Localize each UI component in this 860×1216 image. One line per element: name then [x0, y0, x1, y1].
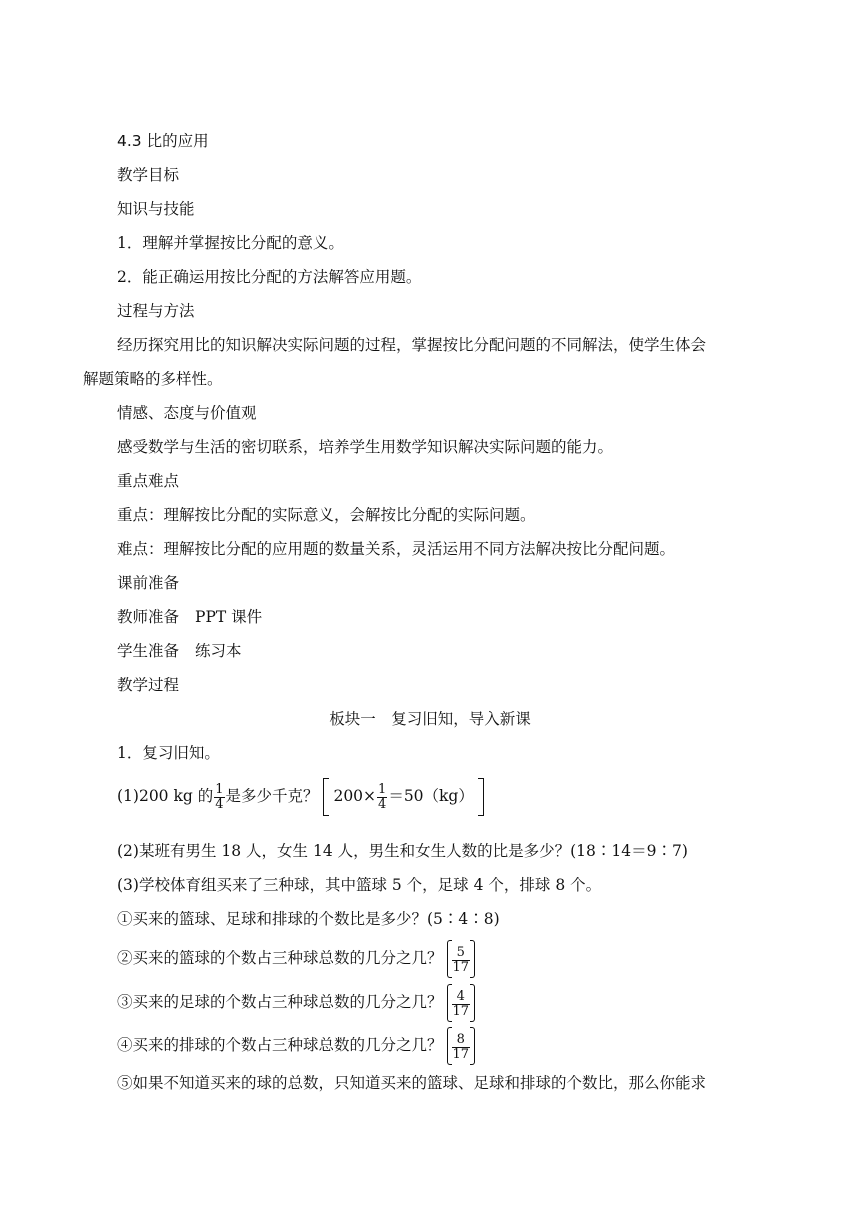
sub-question-2 [117, 941, 475, 976]
question-1-answer [323, 782, 483, 812]
sub-question-4-answer [447, 1029, 476, 1063]
student-prep [117, 641, 242, 661]
lesson-title: 4.3 比的应用 [117, 132, 209, 150]
question-3: (3)学校体育组买来了三种球，其中篮球 5 个，足球 4 个，排球 8 个。 [117, 876, 602, 894]
key-point-label: 重点： [117, 506, 164, 524]
section-title: 板块一 复习旧知，导入新课 [329, 710, 531, 728]
question-1-prefix: (1)200 kg 的 [117, 787, 214, 805]
teacher-prep [117, 607, 262, 627]
student-prep-label: 学生准备 [117, 642, 180, 660]
answer-prefix: 200× [333, 787, 377, 806]
sub-question-4-text: ④买来的排球的个数占三种球总数的几分之几？ [117, 1036, 443, 1054]
student-prep-text: 练习本 [195, 642, 242, 660]
key-point [117, 505, 536, 525]
question-2: (2)某班有男生 18 人，女生 14 人，男生和女生人数的比是多少？(18∶14＝9∶7) [117, 842, 688, 860]
process-text-line-2: 解题策略的多样性。 [83, 370, 223, 388]
fraction-denominator: 17 [452, 959, 470, 975]
answer-fraction [452, 946, 471, 975]
knowledge-heading: 知识与技能 [117, 200, 195, 218]
fraction-numerator: 1 [378, 781, 387, 797]
fraction-denominator: 4 [378, 796, 387, 812]
process-text-line-1: 经历探究用比的知识解决实际问题的过程，掌握按比分配问题的不同解法，使学生体会 [117, 336, 707, 354]
teacher-prep-text: PPT 课件 [195, 608, 263, 626]
sub-question-3-answer [447, 986, 476, 1020]
answer-fraction [377, 783, 387, 812]
preparation-heading: 课前准备 [117, 574, 180, 592]
answer-fraction [452, 990, 471, 1019]
sub-question-1: ①买来的篮球、足球和排球的个数比是多少？(5∶4∶8) [117, 910, 500, 928]
sub-question-3 [117, 985, 475, 1020]
sub-question-5: ⑤如果不知道买来的球的总数，只知道买来的篮球、足球和排球的个数比，那么你能求 [117, 1074, 707, 1092]
teacher-prep-label: 教师准备 [117, 608, 180, 626]
sub-question-2-text: ②买来的篮球的个数占三种球总数的几分之几？ [117, 949, 443, 967]
knowledge-item-1: 1．理解并掌握按比分配的意义。 [117, 234, 344, 252]
answer-suffix: ＝50（kg） [388, 787, 474, 806]
difficult-point [117, 539, 675, 559]
key-points-heading: 重点难点 [117, 472, 180, 490]
fraction-numerator: 5 [452, 946, 471, 961]
answer-fraction [452, 1033, 471, 1062]
goals-heading: 教学目标 [117, 166, 180, 184]
question-1 [117, 782, 484, 812]
fraction-numerator: 1 [215, 781, 224, 797]
question-1-suffix: 是多少千克？ [225, 787, 319, 805]
fraction-denominator: 4 [215, 796, 224, 812]
process-heading: 过程与方法 [117, 302, 195, 320]
sub-question-2-answer [447, 942, 476, 976]
difficult-point-label: 难点： [117, 540, 164, 558]
sub-question-3-text: ③买来的足球的个数占三种球总数的几分之几？ [117, 993, 443, 1011]
emotion-text: 感受数学与生活的密切联系，培养学生用数学知识解决实际问题的能力。 [117, 438, 614, 456]
key-point-text: 理解按比分配的实际意义，会解按比分配的实际问题。 [163, 506, 536, 524]
knowledge-item-2: 2．能正确运用按比分配的方法解答应用题。 [117, 268, 422, 286]
fraction-numerator: 4 [452, 990, 471, 1005]
review-item: 1．复习旧知。 [117, 744, 220, 762]
sub-question-4 [117, 1028, 475, 1063]
teaching-process-heading: 教学过程 [117, 676, 180, 694]
emotion-heading: 情感、态度与价值观 [117, 404, 257, 422]
question-1-fraction [214, 783, 224, 812]
difficult-point-text: 理解按比分配的应用题的数量关系，灵活运用不同方法解决按比分配问题。 [163, 540, 676, 558]
fraction-numerator: 8 [452, 1033, 471, 1048]
fraction-denominator: 17 [452, 1003, 470, 1019]
fraction-denominator: 17 [452, 1046, 470, 1062]
